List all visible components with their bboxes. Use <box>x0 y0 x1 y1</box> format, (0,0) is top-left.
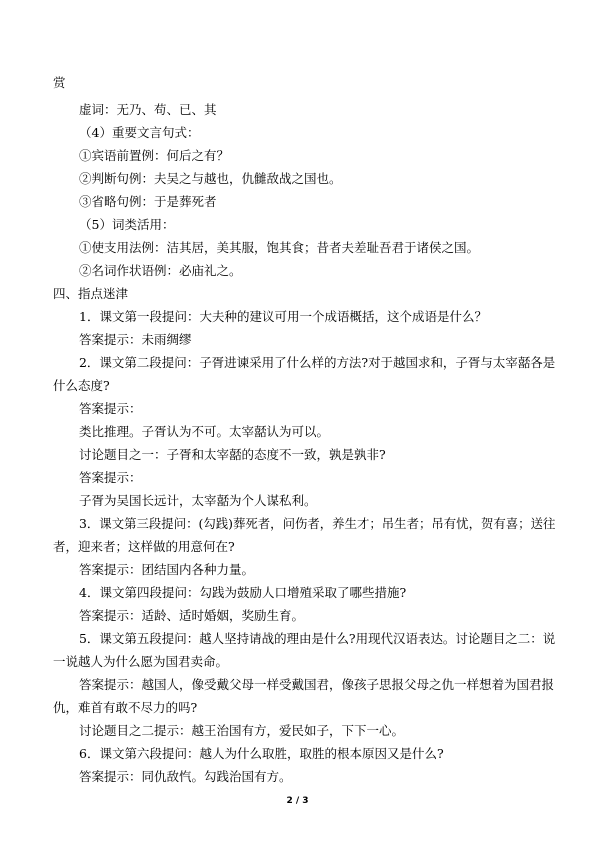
text-line: 虚词：无乃、苟、已、其 <box>79 102 217 117</box>
text-line: 4．课文第四段提问：勾践为鼓励人口增殖采取了哪些措施? <box>79 585 407 600</box>
text-line: ③省略句例：于是葬死者 <box>79 194 217 209</box>
text-line: 类比推理。子胥认为不可。太宰嚭认为可以。 <box>79 424 330 439</box>
text-line: 答案提示：未雨绸缪 <box>79 332 192 347</box>
text-line: 答案提示：适龄、适时婚姻，奖励生育。 <box>79 608 305 623</box>
text-line: 子胥为吴国长远计，太宰嚭为个人谋私利。 <box>79 493 317 508</box>
section-heading: 四、指点迷津 <box>53 286 129 301</box>
text-line: （5）词类活用： <box>79 217 175 232</box>
text-line: 讨论题目之二提示：越王治国有方，爱民如子，下下一心。 <box>79 723 405 738</box>
text-line: 什么态度? <box>53 378 110 393</box>
text-line: 3．课文第三段提问：(勾践)葬死者，问伤者，养生才；吊生者；吊有忧，贺有喜；送往 <box>79 516 556 531</box>
text-line: 答案提示：越国人，像受戴父母一样受戴国君，像孩子思报父母之仇一样想着为国君报 <box>79 677 555 692</box>
text-line: 答案提示：团结国内各种力量。 <box>79 562 255 577</box>
text-line: 2．课文第二段提问：子胥进谏采用了什么样的方法?对于越国求和，子胥与太宰嚭各是 <box>79 355 556 370</box>
text-line: 5．课文第五段提问：越人坚持请战的理由是什么?用现代汉语表达。讨论题目之二：说 <box>79 631 556 646</box>
text-line: 6．课文第六段提问：越人为什么取胜，取胜的根本原因又是什么? <box>79 746 444 761</box>
text-line: 1．课文第一段提问：大夫种的建议可用一个成语概括，这个成语是什么？ <box>79 309 487 324</box>
text-line: 赏 <box>53 75 66 90</box>
text-line: （4）重要文言句式： <box>79 125 200 140</box>
text-line: 答案提示： <box>79 401 142 416</box>
text-line: 讨论题目之一：子胥和太宰嚭的态度不一致，孰是孰非? <box>79 447 386 462</box>
text-line: 答案提示：同仇敌忾。勾践治国有方。 <box>79 769 292 784</box>
text-line: ①使支用法例：洁其居，美其服，饱其食；昔者夫差耻吾君于诸侯之国。 <box>79 240 480 255</box>
text-line: ②名词作状语例：必庙礼之。 <box>79 263 242 278</box>
text-line: 仇，难首有敢不尽力的吗? <box>53 700 198 715</box>
text-line: 答案提示： <box>79 470 142 485</box>
text-line: ①宾语前置例：何后之有？ <box>79 148 230 163</box>
text-line: ②判断句例：夫吴之与越也，仇雠敌战之国也。 <box>79 171 342 186</box>
text-line: 一说越人为什么愿为国君卖命。 <box>53 654 229 669</box>
page-number: 2 / 3 <box>286 796 309 806</box>
text-line: 者，迎来者；这样做的用意何在? <box>53 539 235 554</box>
